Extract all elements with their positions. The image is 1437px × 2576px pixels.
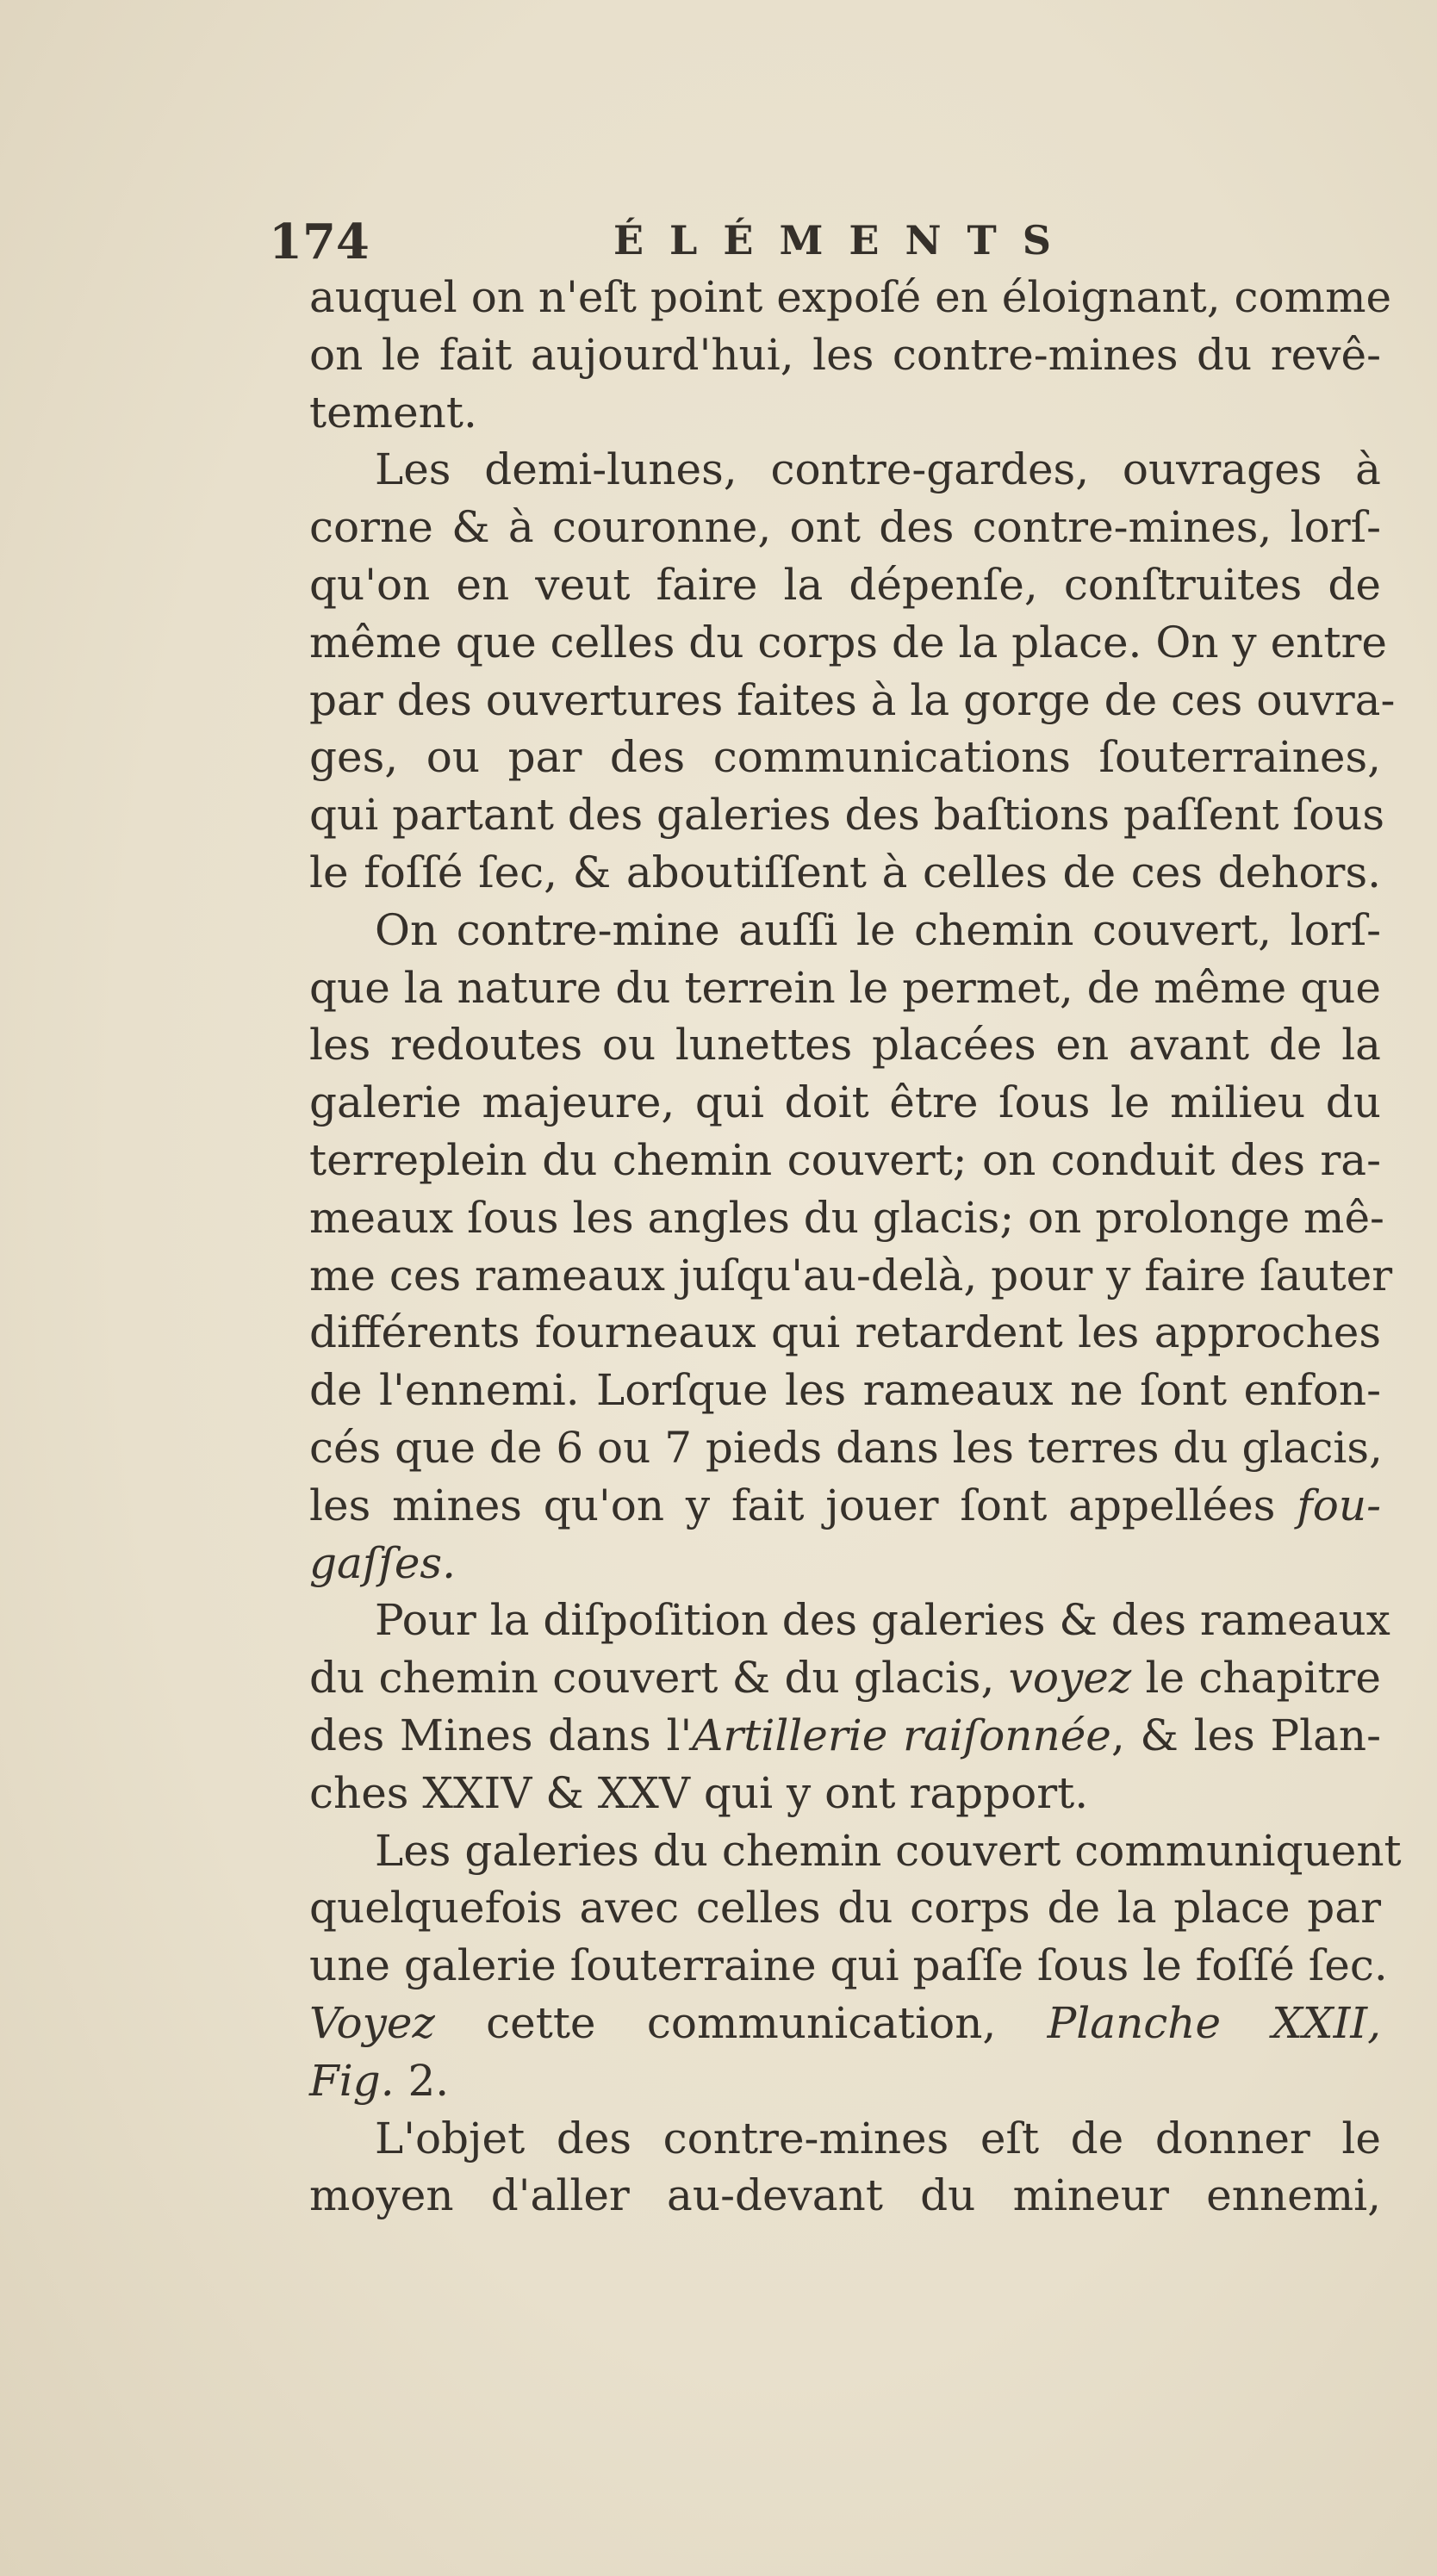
text-segment: 2.	[394, 2055, 450, 2106]
text-segment: même que celles du corps de la place. On y entre	[309, 617, 1387, 667]
text-line	[309, 844, 1381, 902]
text-segment: corne & à couronne, ont des contre-mines, lorſ-	[309, 502, 1381, 553]
text-line	[309, 1247, 1393, 1305]
text-segment: les mines qu'on y fait jouer ſont appellées	[309, 1480, 1297, 1530]
text-line	[309, 1016, 1381, 1074]
text-segment: , & les Plan-	[1110, 1710, 1381, 1760]
text-segment: tement.	[309, 387, 477, 438]
text-segment: qui partant des galeries des baſtions paſſent ſous	[309, 790, 1384, 841]
text-segment: des Mines dans l'	[309, 1710, 693, 1760]
text-segment: cés que de 6 ou 7 pieds dans les terres du glacis,	[309, 1422, 1383, 1473]
text-segment: cette communication,	[434, 1997, 1048, 2048]
text-line	[309, 499, 1381, 556]
text-segment: le foſſé ſec, & aboutiſſent à celles de ces dehors.	[309, 847, 1381, 897]
text-segment: ches XXIV & XXV qui y ont rapport.	[309, 1767, 1089, 1818]
text-line	[309, 1304, 1381, 1362]
text-line	[309, 1649, 1381, 1707]
italic-text: Fig.	[309, 2055, 395, 2106]
text-line	[309, 1362, 1381, 1419]
text-segment: ges, ou par des communications ſouterraines,	[309, 732, 1381, 783]
text-segment: on le fait aujourd'hui, les contre-mines du revê-	[309, 329, 1381, 380]
text-segment: meaux ſous les angles du glacis; on prolonge mê-	[309, 1192, 1384, 1243]
text-line	[309, 441, 1381, 499]
text-line	[309, 729, 1381, 786]
text-line	[309, 1074, 1381, 1132]
text-line	[309, 384, 1381, 442]
text-segment: le chapitre	[1131, 1653, 1381, 1704]
text-segment: qu'on en veut faire la dépenſe, conſtruites de	[309, 559, 1381, 610]
text-line	[309, 2110, 1381, 2168]
running-title: ÉLÉMENTS	[613, 217, 1077, 264]
page-number: 174	[269, 214, 370, 270]
text-line	[309, 614, 1387, 672]
text-segment: que la nature du terrein le permet, de même que	[309, 962, 1381, 1013]
text-segment: moyen d'aller au-devant du mineur ennemi,	[309, 2170, 1381, 2221]
text-line	[309, 902, 1381, 959]
text-line	[309, 2052, 1381, 2110]
text-line	[309, 1132, 1381, 1189]
text-line	[309, 1189, 1384, 1247]
text-segment: quelquefois avec celles du corps de la place par	[309, 1883, 1381, 1934]
italic-text: voyez	[1008, 1653, 1132, 1704]
text-segment: une galerie ſouterraine qui paſſe ſous le foſſé ſec.	[309, 1940, 1388, 1991]
text-segment: du chemin couvert & du glacis,	[309, 1653, 1009, 1704]
italic-text: gaſſes.	[309, 1537, 456, 1588]
text-line	[309, 556, 1381, 614]
text-segment: terreplein du chemin couvert; on conduit des ra-	[309, 1134, 1381, 1185]
text-line	[309, 1592, 1390, 1649]
text-line	[309, 269, 1392, 326]
text-line	[309, 786, 1384, 844]
body-text	[309, 269, 1402, 2225]
text-segment: galerie majeure, qui doit être ſous le milieu du	[309, 1077, 1381, 1128]
text-line	[309, 959, 1381, 1017]
italic-text: Planche XXII,	[1047, 1997, 1382, 2048]
text-segment: On contre-mine auſſi le chemin couvert, lorſ-	[375, 904, 1381, 955]
text-line	[309, 326, 1381, 384]
text-segment: me ces rameaux juſqu'au-delà, pour y faire ſauter	[309, 1250, 1393, 1300]
text-segment: par des ouvertures faites à la gorge de ces ouvra-	[309, 674, 1396, 725]
text-line	[309, 1822, 1402, 1880]
italic-text: Artillerie raiſonnée	[692, 1710, 1111, 1760]
text-segment: différents fourneaux qui retardent les approches	[309, 1307, 1381, 1358]
text-line	[309, 1419, 1381, 1477]
text-segment: les redoutes ou lunettes placées en avant de la	[309, 1020, 1381, 1071]
text-segment: Les demi-lunes, contre-gardes, ouvrages à	[375, 444, 1381, 495]
text-line	[309, 1535, 1381, 1592]
italic-text: Voyez	[309, 1997, 435, 2048]
text-line	[309, 2167, 1381, 2225]
text-segment: de l'ennemi. Lorſque les rameaux ne ſont enfon-	[309, 1365, 1381, 1416]
text-line	[309, 1477, 1381, 1535]
text-segment: Les galeries du chemin couvert communiquent	[375, 1825, 1402, 1876]
text-line	[309, 1765, 1381, 1822]
text-line	[309, 1937, 1388, 1995]
italic-text: fou-	[1297, 1480, 1381, 1530]
text-line	[309, 1879, 1381, 1937]
text-segment: L'objet des contre-mines eſt de donner le	[375, 2113, 1381, 2163]
text-line	[309, 1707, 1381, 1765]
text-line	[309, 1995, 1381, 2052]
text-line	[309, 672, 1396, 729]
text-segment: Pour la diſpoſition des galeries & des rameaux	[375, 1595, 1390, 1646]
text-segment: auquel on n'eſt point expoſé en éloignant, comme	[309, 272, 1392, 322]
